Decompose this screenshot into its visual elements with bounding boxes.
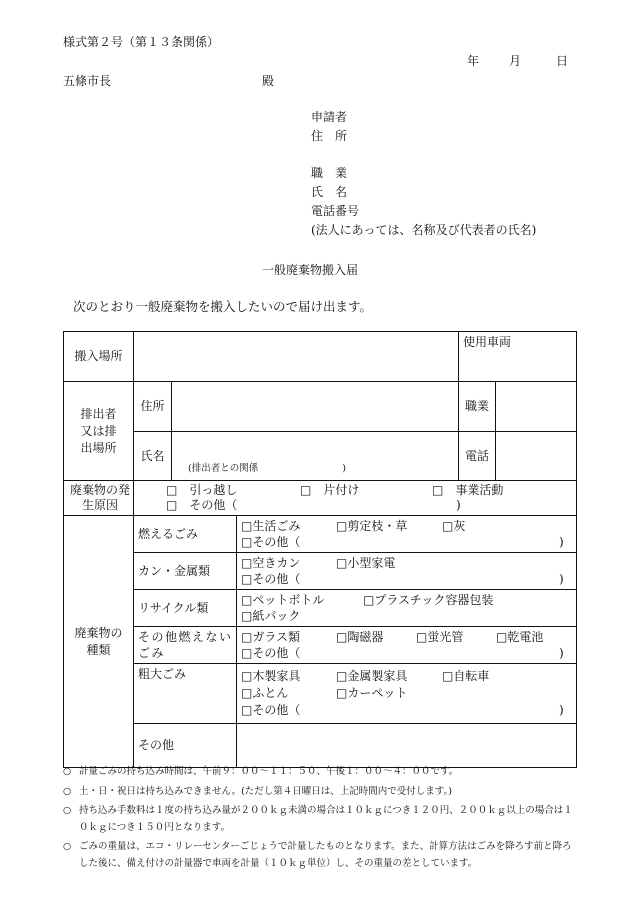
intro-text: 次のとおり一般廃棄物を搬入したいので届け出ます。: [73, 299, 373, 314]
discharger-name-field[interactable]: [172, 432, 459, 481]
option-pruning[interactable]: □剪定枝・草: [336, 519, 408, 533]
discharger-label-cell: [64, 382, 134, 481]
row-type-bulky: [64, 664, 577, 724]
relation-label: (排出者との関係: [188, 463, 259, 474]
origin-options: [134, 481, 577, 516]
notes: [63, 764, 578, 875]
type-name-bulky: 粗大ごみ: [134, 664, 237, 724]
note-item: [63, 803, 578, 836]
origin-option-cleanup[interactable]: □ 片付け: [300, 483, 360, 497]
delivery-place-field[interactable]: [134, 332, 459, 382]
origin-option-other[interactable]: □ その他（: [166, 498, 238, 512]
origin-label-cell: [64, 481, 134, 516]
note-bullet: ○: [63, 785, 72, 797]
type-name-burnable: 燃えるごみ: [134, 516, 237, 553]
discharger-address-label: 住所: [134, 382, 172, 432]
discharger-occupation-field[interactable]: [496, 382, 577, 432]
row-type-other: [64, 724, 577, 768]
relation-close: ): [342, 463, 346, 474]
type-name-recycle: リサイクル類: [134, 590, 237, 627]
option-plastic-packaging[interactable]: □プラスチック容器包装: [363, 593, 494, 607]
type-options-bulky: [237, 664, 577, 724]
note-bullet: ○: [63, 841, 72, 852]
option-paper-cartons[interactable]: □紙パック: [241, 609, 301, 623]
discharger-address-field[interactable]: [172, 382, 459, 432]
option-bicycle[interactable]: □自転車: [442, 669, 490, 683]
note-text: 持ち込み手数料は１度の持ち込み量が２００ｋｇ未満の場合は１０ｋｇにつき１２０円、２００ｋｇ以上の場合は１０ｋｇにつき１５０円となります。: [79, 805, 573, 833]
waste-form-table: [63, 331, 577, 768]
origin-label: 廃棄物の発生原因: [69, 483, 130, 512]
note-bullet: ○: [63, 805, 72, 816]
note-item: [63, 839, 578, 872]
type-name-metal: カン・金属類: [134, 553, 237, 590]
applicant-phone-label: 電話番号: [311, 204, 360, 218]
option-fluorescent[interactable]: □蛍光管: [416, 630, 464, 644]
type-other-field[interactable]: [237, 724, 577, 768]
row-type-metal: [64, 553, 577, 590]
type-options-recycle: [237, 590, 577, 627]
row-delivery: [64, 332, 577, 382]
option-nonburnable-other[interactable]: □その他（: [241, 646, 301, 660]
date-month: 月: [509, 54, 522, 68]
applicant-corporate-note: (法人にあっては、名称及び代表者の氏名): [311, 223, 537, 237]
option-pet-bottles[interactable]: □ペットボトル: [241, 593, 325, 607]
type-options-burnable: [237, 516, 577, 553]
applicant-title: 申請者: [311, 110, 348, 124]
option-household[interactable]: □生活ごみ: [241, 519, 301, 533]
bulky-other-close: ): [559, 703, 564, 717]
option-glass[interactable]: □ガラス類: [241, 630, 300, 644]
type-label-cell: [64, 516, 134, 768]
note-bullet: ○: [63, 766, 72, 777]
option-small-appliances[interactable]: □小型家電: [336, 556, 396, 570]
option-burnable-other[interactable]: □その他（: [241, 535, 301, 549]
row-type-burnable: [64, 516, 577, 553]
applicant-address-label: 住 所: [311, 129, 348, 143]
delivery-place-label: 搬入場所: [64, 332, 134, 382]
row-origin: [64, 481, 577, 516]
burnable-other-close: ): [559, 535, 564, 549]
type-options-metal: [237, 553, 577, 590]
type-name-nonburnable-cell: [134, 627, 237, 664]
option-bulky-other[interactable]: □その他（: [241, 703, 301, 717]
origin-option-business[interactable]: □ 事業活動: [432, 483, 504, 497]
vehicle-label: 使用車両: [463, 335, 512, 349]
discharger-name-label: 氏名: [134, 432, 172, 481]
option-cans[interactable]: □空きカン: [241, 556, 301, 570]
honorific: 殿: [262, 74, 275, 88]
note-text: 土・日・祝日は持ち込みできません。(ただし第４日曜日は、上記時間内で受付します。): [79, 785, 452, 797]
option-ash[interactable]: □灰: [442, 519, 466, 533]
row-type-recycle: [64, 590, 577, 627]
type-name-other: その他: [134, 724, 237, 768]
document-title: 一般廃棄物搬入届: [262, 263, 359, 277]
addressee: 五條市長: [63, 74, 112, 88]
row-discharger-name: [64, 432, 577, 481]
row-type-nonburnable: [64, 627, 577, 664]
type-options-nonburnable: [237, 627, 577, 664]
note-text: 計量ごみの持ち込み時間は、午前９：００～１１：５０、午後１：００～４：００です。: [79, 766, 459, 777]
metal-other-close: ): [559, 572, 564, 586]
type-name-nonburnable: その他燃えないごみ: [138, 630, 233, 660]
option-carpet[interactable]: □カーペット: [336, 686, 408, 700]
origin-option-moving[interactable]: □ 引っ越し: [166, 483, 238, 497]
option-metal-other[interactable]: □その他（: [241, 572, 301, 586]
option-futon[interactable]: □ふとん: [241, 686, 289, 700]
row-discharger-address: [64, 382, 577, 432]
discharger-phone-label: 電話: [459, 432, 496, 481]
applicant-occupation-label: 職 業: [311, 166, 348, 180]
note-text: ごみの重量は、エコ・リレーセンターごじょうで計量したものとなります。また、計算方法はごみを降ろす前と降ろした後に、備え付けの計量器で車両を計量（１０ｋｇ単位）し、その重量の差としています。: [79, 841, 572, 869]
applicant-name-label: 氏 名: [311, 185, 348, 199]
option-batteries[interactable]: □乾電池: [496, 630, 544, 644]
option-ceramics[interactable]: □陶磁器: [336, 630, 384, 644]
origin-other-close: ): [456, 498, 461, 512]
type-label: 廃棄物の種類: [74, 625, 123, 657]
date-year: 年: [467, 54, 480, 68]
form-number: 様式第２号（第１３条関係）: [63, 35, 220, 49]
discharger-phone-field[interactable]: [496, 432, 577, 481]
note-item: [63, 784, 578, 801]
discharger-occupation-label: 職業: [459, 382, 496, 432]
date-day: 日: [556, 54, 569, 68]
option-wood-furniture[interactable]: □木製家具: [241, 669, 301, 683]
option-metal-furniture[interactable]: □金属製家具: [336, 669, 408, 683]
vehicle-cell[interactable]: [459, 332, 577, 382]
discharger-label: 排出者又は排出場所: [80, 406, 117, 455]
nonburnable-other-close: ): [559, 646, 564, 660]
note-item: [63, 764, 578, 781]
